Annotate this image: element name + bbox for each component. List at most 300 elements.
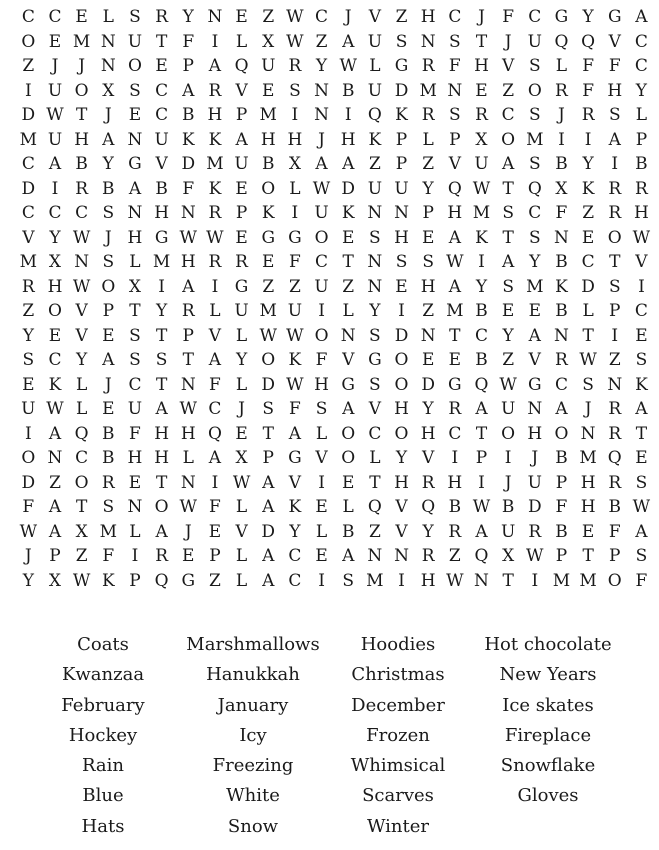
grid-letter[interactable]: B [75, 154, 88, 174]
grid-letter[interactable]: E [475, 80, 488, 101]
grid-letter[interactable]: Q [421, 497, 436, 517]
grid-letter[interactable]: E [501, 301, 515, 321]
grid-letter[interactable]: P [49, 546, 61, 566]
grid-letter[interactable]: B [635, 154, 648, 174]
grid-letter[interactable]: P [555, 472, 568, 493]
grid-letter[interactable]: K [288, 497, 302, 517]
grid-letter[interactable]: I [24, 80, 32, 101]
grid-letter[interactable]: P [395, 154, 408, 174]
grid-letter[interactable]: N [394, 203, 409, 223]
grid-letter[interactable]: C [501, 105, 515, 125]
grid-letter[interactable]: H [340, 129, 356, 150]
grid-letter[interactable]: N [367, 546, 383, 566]
grid-letter[interactable]: C [75, 448, 89, 468]
grid-letter[interactable]: R [448, 399, 462, 419]
grid-letter[interactable]: Q [527, 178, 542, 199]
grid-letter[interactable]: A [128, 178, 142, 199]
grid-letter[interactable]: T [502, 227, 514, 248]
grid-letter[interactable]: E [235, 178, 248, 199]
grid-letter[interactable]: B [182, 105, 195, 125]
grid-letter[interactable]: S [395, 31, 408, 52]
grid-letter[interactable]: F [209, 374, 221, 395]
grid-letter[interactable]: N [447, 80, 463, 101]
grid-letter[interactable]: U [261, 56, 276, 76]
grid-letter[interactable]: B [475, 350, 488, 370]
grid-letter[interactable]: W [286, 374, 304, 395]
grid-letter[interactable]: N [367, 203, 383, 223]
grid-letter[interactable]: B [261, 154, 275, 174]
grid-letter[interactable]: A [635, 399, 648, 419]
grid-letter[interactable]: I [611, 325, 619, 346]
grid-letter[interactable]: H [260, 129, 276, 150]
grid-letter[interactable]: R [475, 105, 488, 125]
grid-letter[interactable]: O [261, 178, 276, 199]
grid-letter[interactable]: K [341, 203, 355, 223]
grid-letter[interactable]: O [154, 497, 169, 517]
grid-letter[interactable]: E [395, 276, 408, 297]
grid-letter[interactable]: N [47, 448, 63, 468]
grid-letter[interactable]: Y [315, 56, 328, 76]
grid-letter[interactable]: N [554, 227, 569, 248]
grid-letter[interactable]: T [502, 178, 514, 199]
grid-letter[interactable]: W [286, 7, 304, 27]
grid-letter[interactable]: W [179, 227, 197, 248]
grid-letter[interactable]: M [72, 31, 91, 52]
grid-letter[interactable]: Y [422, 521, 434, 542]
grid-letter[interactable]: C [634, 56, 648, 76]
grid-letter[interactable]: X [48, 570, 62, 591]
grid-letter[interactable]: D [394, 325, 409, 346]
grid-letter[interactable]: N [367, 252, 383, 272]
grid-letter[interactable]: E [315, 497, 328, 517]
grid-letter[interactable]: Z [22, 301, 35, 321]
grid-letter[interactable]: U [234, 301, 249, 321]
grid-letter[interactable]: I [291, 105, 299, 125]
grid-letter[interactable]: A [262, 472, 275, 493]
grid-letter[interactable]: U [527, 472, 542, 493]
grid-letter[interactable]: O [261, 350, 276, 370]
grid-letter[interactable]: E [235, 423, 248, 444]
grid-letter[interactable]: R [208, 252, 222, 272]
grid-letter[interactable]: W [232, 472, 251, 493]
grid-letter[interactable]: S [395, 252, 408, 272]
grid-letter[interactable]: T [129, 301, 141, 321]
grid-letter[interactable]: M [579, 448, 597, 468]
grid-letter[interactable]: P [182, 325, 194, 346]
grid-letter[interactable]: I [51, 178, 59, 199]
grid-letter[interactable]: K [101, 570, 115, 591]
grid-letter[interactable]: I [638, 276, 645, 297]
grid-letter[interactable]: H [394, 472, 409, 493]
grid-letter[interactable]: L [289, 178, 301, 199]
grid-letter[interactable]: A [48, 154, 62, 174]
grid-letter[interactable]: O [394, 374, 409, 395]
grid-letter[interactable]: C [554, 374, 568, 395]
grid-letter[interactable]: E [528, 301, 541, 321]
grid-letter[interactable]: V [422, 448, 435, 468]
grid-letter[interactable]: S [129, 80, 141, 101]
grid-letter[interactable]: Z [75, 546, 88, 566]
grid-letter[interactable]: C [128, 374, 142, 395]
grid-letter[interactable]: H [420, 570, 436, 591]
grid-letter[interactable]: N [527, 399, 543, 419]
grid-letter[interactable]: I [611, 154, 619, 174]
grid-letter[interactable]: W [206, 227, 224, 248]
grid-letter[interactable]: G [341, 374, 355, 395]
grid-letter[interactable]: C [528, 203, 542, 223]
grid-letter[interactable]: X [102, 80, 115, 101]
grid-letter[interactable]: R [608, 203, 622, 223]
grid-letter[interactable]: D [21, 105, 36, 125]
grid-letter[interactable]: Z [608, 350, 621, 370]
grid-letter[interactable]: F [102, 546, 115, 566]
grid-letter[interactable]: N [314, 105, 329, 125]
grid-letter[interactable]: P [235, 203, 248, 223]
grid-letter[interactable]: G [288, 448, 302, 468]
grid-letter[interactable]: Q [367, 497, 382, 517]
grid-letter[interactable]: B [102, 178, 115, 199]
grid-letter[interactable]: A [528, 325, 541, 346]
grid-letter[interactable]: C [634, 31, 648, 52]
grid-letter[interactable]: Y [182, 7, 194, 27]
grid-letter[interactable]: Y [475, 276, 488, 297]
grid-letter[interactable]: P [422, 203, 434, 223]
grid-letter[interactable]: R [608, 472, 622, 493]
grid-letter[interactable]: T [75, 497, 88, 517]
grid-letter[interactable]: L [129, 521, 141, 542]
grid-letter[interactable]: W [312, 178, 331, 199]
grid-letter[interactable]: S [635, 546, 648, 566]
grid-letter[interactable]: Z [368, 154, 381, 174]
grid-letter[interactable]: T [369, 472, 381, 493]
grid-letter[interactable]: O [21, 31, 36, 52]
grid-letter[interactable]: Y [102, 154, 114, 174]
grid-letter[interactable]: V [315, 448, 328, 468]
grid-letter[interactable]: A [502, 154, 515, 174]
grid-letter[interactable]: H [420, 7, 436, 27]
grid-letter[interactable]: R [235, 252, 248, 272]
grid-letter[interactable]: J [51, 56, 59, 76]
grid-letter[interactable]: M [259, 301, 277, 321]
grid-letter[interactable]: V [635, 252, 648, 272]
grid-letter[interactable]: M [419, 80, 437, 101]
grid-letter[interactable]: W [46, 105, 64, 125]
grid-letter[interactable]: V [448, 154, 461, 174]
grid-letter[interactable]: Y [582, 7, 594, 27]
grid-letter[interactable]: R [635, 178, 648, 199]
grid-letter[interactable]: O [101, 276, 116, 297]
grid-letter[interactable]: Y [422, 178, 434, 199]
grid-letter[interactable]: F [582, 80, 594, 101]
grid-letter[interactable]: H [420, 276, 436, 297]
grid-letter[interactable]: H [314, 374, 329, 395]
grid-letter[interactable]: L [235, 497, 248, 517]
grid-letter[interactable]: R [421, 472, 435, 493]
grid-letter[interactable]: L [582, 301, 594, 321]
grid-letter[interactable]: X [288, 154, 301, 174]
grid-letter[interactable]: H [127, 227, 143, 248]
grid-letter[interactable]: Y [635, 80, 648, 101]
grid-letter[interactable]: C [448, 7, 462, 27]
grid-letter[interactable]: Y [529, 252, 541, 272]
grid-letter[interactable]: C [21, 7, 35, 27]
grid-letter[interactable]: A [448, 276, 461, 297]
grid-letter[interactable]: U [234, 154, 249, 174]
grid-letter[interactable]: O [607, 570, 622, 591]
grid-letter[interactable]: R [288, 56, 302, 76]
grid-letter[interactable]: W [179, 399, 197, 419]
grid-letter[interactable]: Z [502, 80, 515, 101]
grid-letter[interactable]: E [22, 374, 35, 395]
grid-letter[interactable]: S [315, 399, 328, 419]
grid-letter[interactable]: K [368, 129, 382, 150]
grid-letter[interactable]: G [528, 374, 542, 395]
grid-letter[interactable]: A [48, 497, 62, 517]
grid-letter[interactable]: X [502, 546, 515, 566]
grid-letter[interactable]: A [342, 546, 355, 566]
grid-letter[interactable]: H [154, 203, 170, 223]
grid-letter[interactable]: K [635, 374, 648, 395]
grid-letter[interactable]: U [314, 276, 329, 297]
grid-letter[interactable]: O [607, 227, 622, 248]
grid-letter[interactable]: C [581, 252, 595, 272]
grid-letter[interactable]: W [632, 227, 651, 248]
grid-letter[interactable]: S [528, 154, 541, 174]
grid-letter[interactable]: C [48, 203, 62, 223]
grid-letter[interactable]: B [555, 448, 568, 468]
grid-letter[interactable]: Z [262, 276, 275, 297]
grid-letter[interactable]: C [315, 7, 329, 27]
grid-letter[interactable]: O [21, 448, 36, 468]
grid-letter[interactable]: V [395, 521, 408, 542]
grid-letter[interactable]: A [208, 350, 222, 370]
grid-letter[interactable]: Q [154, 570, 169, 591]
grid-letter[interactable]: J [238, 399, 245, 419]
grid-letter[interactable]: Q [474, 546, 489, 566]
grid-letter[interactable]: E [421, 350, 435, 370]
grid-letter[interactable]: U [367, 31, 383, 52]
grid-letter[interactable]: P [475, 448, 488, 468]
grid-letter[interactable]: X [235, 448, 248, 468]
grid-letter[interactable]: E [262, 80, 275, 101]
grid-letter[interactable]: W [286, 325, 304, 346]
grid-letter[interactable]: A [102, 129, 115, 150]
grid-letter[interactable]: T [502, 570, 514, 591]
grid-letter[interactable]: F [608, 56, 621, 76]
grid-letter[interactable]: P [129, 570, 141, 591]
grid-letter[interactable]: X [128, 276, 141, 297]
grid-letter[interactable]: N [127, 129, 143, 150]
grid-letter[interactable]: Q [234, 56, 249, 76]
grid-letter[interactable]: S [102, 252, 115, 272]
grid-letter[interactable]: Z [262, 7, 275, 27]
grid-letter[interactable]: C [208, 399, 222, 419]
grid-letter[interactable]: X [475, 129, 488, 150]
grid-letter[interactable]: W [179, 497, 197, 517]
grid-letter[interactable]: L [75, 399, 88, 419]
grid-letter[interactable]: W [259, 325, 277, 346]
grid-letter[interactable]: T [75, 105, 88, 125]
grid-letter[interactable]: R [555, 350, 568, 370]
grid-letter[interactable]: E [208, 521, 222, 542]
grid-letter[interactable]: P [395, 129, 408, 150]
grid-letter[interactable]: S [635, 472, 648, 493]
grid-letter[interactable]: W [526, 546, 544, 566]
grid-letter[interactable]: N [74, 252, 90, 272]
grid-letter[interactable]: I [584, 129, 592, 150]
grid-letter[interactable]: J [104, 374, 112, 395]
grid-letter[interactable]: I [318, 472, 325, 493]
grid-letter[interactable]: P [209, 546, 221, 566]
grid-letter[interactable]: J [584, 399, 592, 419]
grid-letter[interactable]: B [448, 497, 462, 517]
grid-letter[interactable]: W [446, 252, 464, 272]
grid-letter[interactable]: E [48, 31, 62, 52]
grid-letter[interactable]: L [235, 570, 248, 591]
grid-letter[interactable]: N [474, 570, 489, 591]
grid-letter[interactable]: N [394, 546, 409, 566]
grid-letter[interactable]: T [475, 31, 488, 52]
grid-letter[interactable]: P [609, 301, 621, 321]
grid-letter[interactable]: S [102, 497, 115, 517]
grid-letter[interactable]: R [421, 105, 435, 125]
grid-letter[interactable]: E [635, 448, 648, 468]
grid-letter[interactable]: J [104, 105, 112, 125]
grid-letter[interactable]: B [555, 301, 568, 321]
grid-letter[interactable]: N [207, 7, 223, 27]
grid-letter[interactable]: A [635, 521, 648, 542]
grid-letter[interactable]: A [635, 7, 648, 27]
grid-letter[interactable]: A [555, 399, 568, 419]
grid-letter[interactable]: L [555, 56, 568, 76]
grid-letter[interactable]: L [235, 31, 248, 52]
grid-letter[interactable]: G [394, 56, 409, 76]
grid-letter[interactable]: O [74, 472, 89, 493]
grid-letter[interactable]: V [368, 399, 381, 419]
grid-letter[interactable]: A [262, 497, 275, 517]
grid-letter[interactable]: O [394, 423, 409, 444]
grid-letter[interactable]: M [446, 301, 464, 321]
grid-letter[interactable]: Z [342, 276, 355, 297]
grid-letter[interactable]: L [182, 448, 194, 468]
grid-letter[interactable]: V [75, 325, 88, 346]
grid-letter[interactable]: S [262, 399, 275, 419]
grid-letter[interactable]: U [127, 31, 143, 52]
grid-letter[interactable]: S [528, 105, 541, 125]
grid-letter[interactable]: E [235, 7, 248, 27]
grid-letter[interactable]: S [502, 203, 514, 223]
grid-letter[interactable]: I [211, 276, 219, 297]
grid-letter[interactable]: X [75, 521, 88, 542]
grid-letter[interactable]: O [314, 325, 329, 346]
grid-letter[interactable]: E [48, 325, 62, 346]
grid-letter[interactable]: L [209, 301, 221, 321]
grid-letter[interactable]: C [48, 7, 62, 27]
grid-letter[interactable]: L [635, 105, 648, 125]
grid-letter[interactable]: L [315, 423, 328, 444]
grid-letter[interactable]: V [75, 301, 88, 321]
grid-letter[interactable]: N [180, 374, 196, 395]
grid-letter[interactable]: V [235, 80, 248, 101]
grid-letter[interactable]: P [555, 546, 568, 566]
grid-letter[interactable]: K [475, 227, 488, 248]
grid-letter[interactable]: E [315, 546, 328, 566]
grid-letter[interactable]: W [46, 399, 64, 419]
grid-letter[interactable]: N [100, 31, 116, 52]
grid-letter[interactable]: V [22, 227, 35, 248]
grid-letter[interactable]: R [208, 203, 222, 223]
grid-letter[interactable]: U [287, 301, 303, 321]
grid-letter[interactable]: T [155, 31, 168, 52]
grid-letter[interactable]: S [422, 252, 434, 272]
grid-letter[interactable]: D [261, 374, 276, 395]
grid-letter[interactable]: N [100, 56, 116, 76]
grid-letter[interactable]: R [581, 105, 595, 125]
grid-letter[interactable]: S [369, 374, 381, 395]
grid-letter[interactable]: R [608, 178, 622, 199]
grid-letter[interactable]: B [555, 154, 568, 174]
grid-letter[interactable]: K [555, 276, 568, 297]
grid-letter[interactable]: E [235, 227, 248, 248]
grid-letter[interactable]: F [582, 56, 594, 76]
grid-letter[interactable]: C [448, 423, 462, 444]
grid-letter[interactable]: S [289, 80, 301, 101]
grid-letter[interactable]: D [581, 276, 595, 297]
grid-letter[interactable]: Y [76, 350, 88, 370]
grid-letter[interactable]: A [155, 521, 168, 542]
grid-letter[interactable]: H [447, 203, 463, 223]
grid-letter[interactable]: A [262, 546, 275, 566]
grid-letter[interactable]: N [180, 203, 196, 223]
grid-letter[interactable]: I [478, 472, 485, 493]
grid-letter[interactable]: S [608, 105, 621, 125]
grid-letter[interactable]: S [528, 56, 541, 76]
grid-letter[interactable]: J [318, 129, 325, 150]
grid-letter[interactable]: E [128, 472, 142, 493]
grid-letter[interactable]: Y [369, 301, 381, 321]
grid-letter[interactable]: W [499, 374, 517, 395]
grid-letter[interactable]: F [502, 7, 515, 27]
grid-letter[interactable]: F [555, 203, 568, 223]
grid-letter[interactable]: F [448, 56, 461, 76]
grid-letter[interactable]: V [155, 154, 168, 174]
grid-letter[interactable]: S [528, 227, 541, 248]
grid-letter[interactable]: N [420, 31, 436, 52]
grid-letter[interactable]: H [207, 105, 223, 125]
grid-letter[interactable]: J [104, 227, 112, 248]
grid-letter[interactable]: E [341, 227, 355, 248]
grid-letter[interactable]: F [315, 350, 328, 370]
grid-letter[interactable]: V [368, 7, 381, 27]
grid-letter[interactable]: O [127, 56, 142, 76]
grid-letter[interactable]: T [582, 325, 594, 346]
grid-letter[interactable]: L [102, 7, 114, 27]
grid-letter[interactable]: C [21, 154, 35, 174]
grid-letter[interactable]: U [367, 80, 383, 101]
grid-letter[interactable]: N [180, 472, 196, 493]
grid-letter[interactable]: B [102, 423, 115, 444]
grid-letter[interactable]: R [155, 7, 169, 27]
grid-letter[interactable]: R [448, 521, 462, 542]
grid-letter[interactable]: R [75, 178, 89, 199]
grid-letter[interactable]: M [19, 252, 38, 272]
grid-letter[interactable]: B [555, 252, 568, 272]
grid-letter[interactable]: Z [49, 472, 61, 493]
grid-letter[interactable]: C [634, 301, 648, 321]
grid-letter[interactable]: K [208, 178, 222, 199]
grid-letter[interactable]: K [395, 105, 408, 125]
grid-letter[interactable]: W [339, 56, 357, 76]
